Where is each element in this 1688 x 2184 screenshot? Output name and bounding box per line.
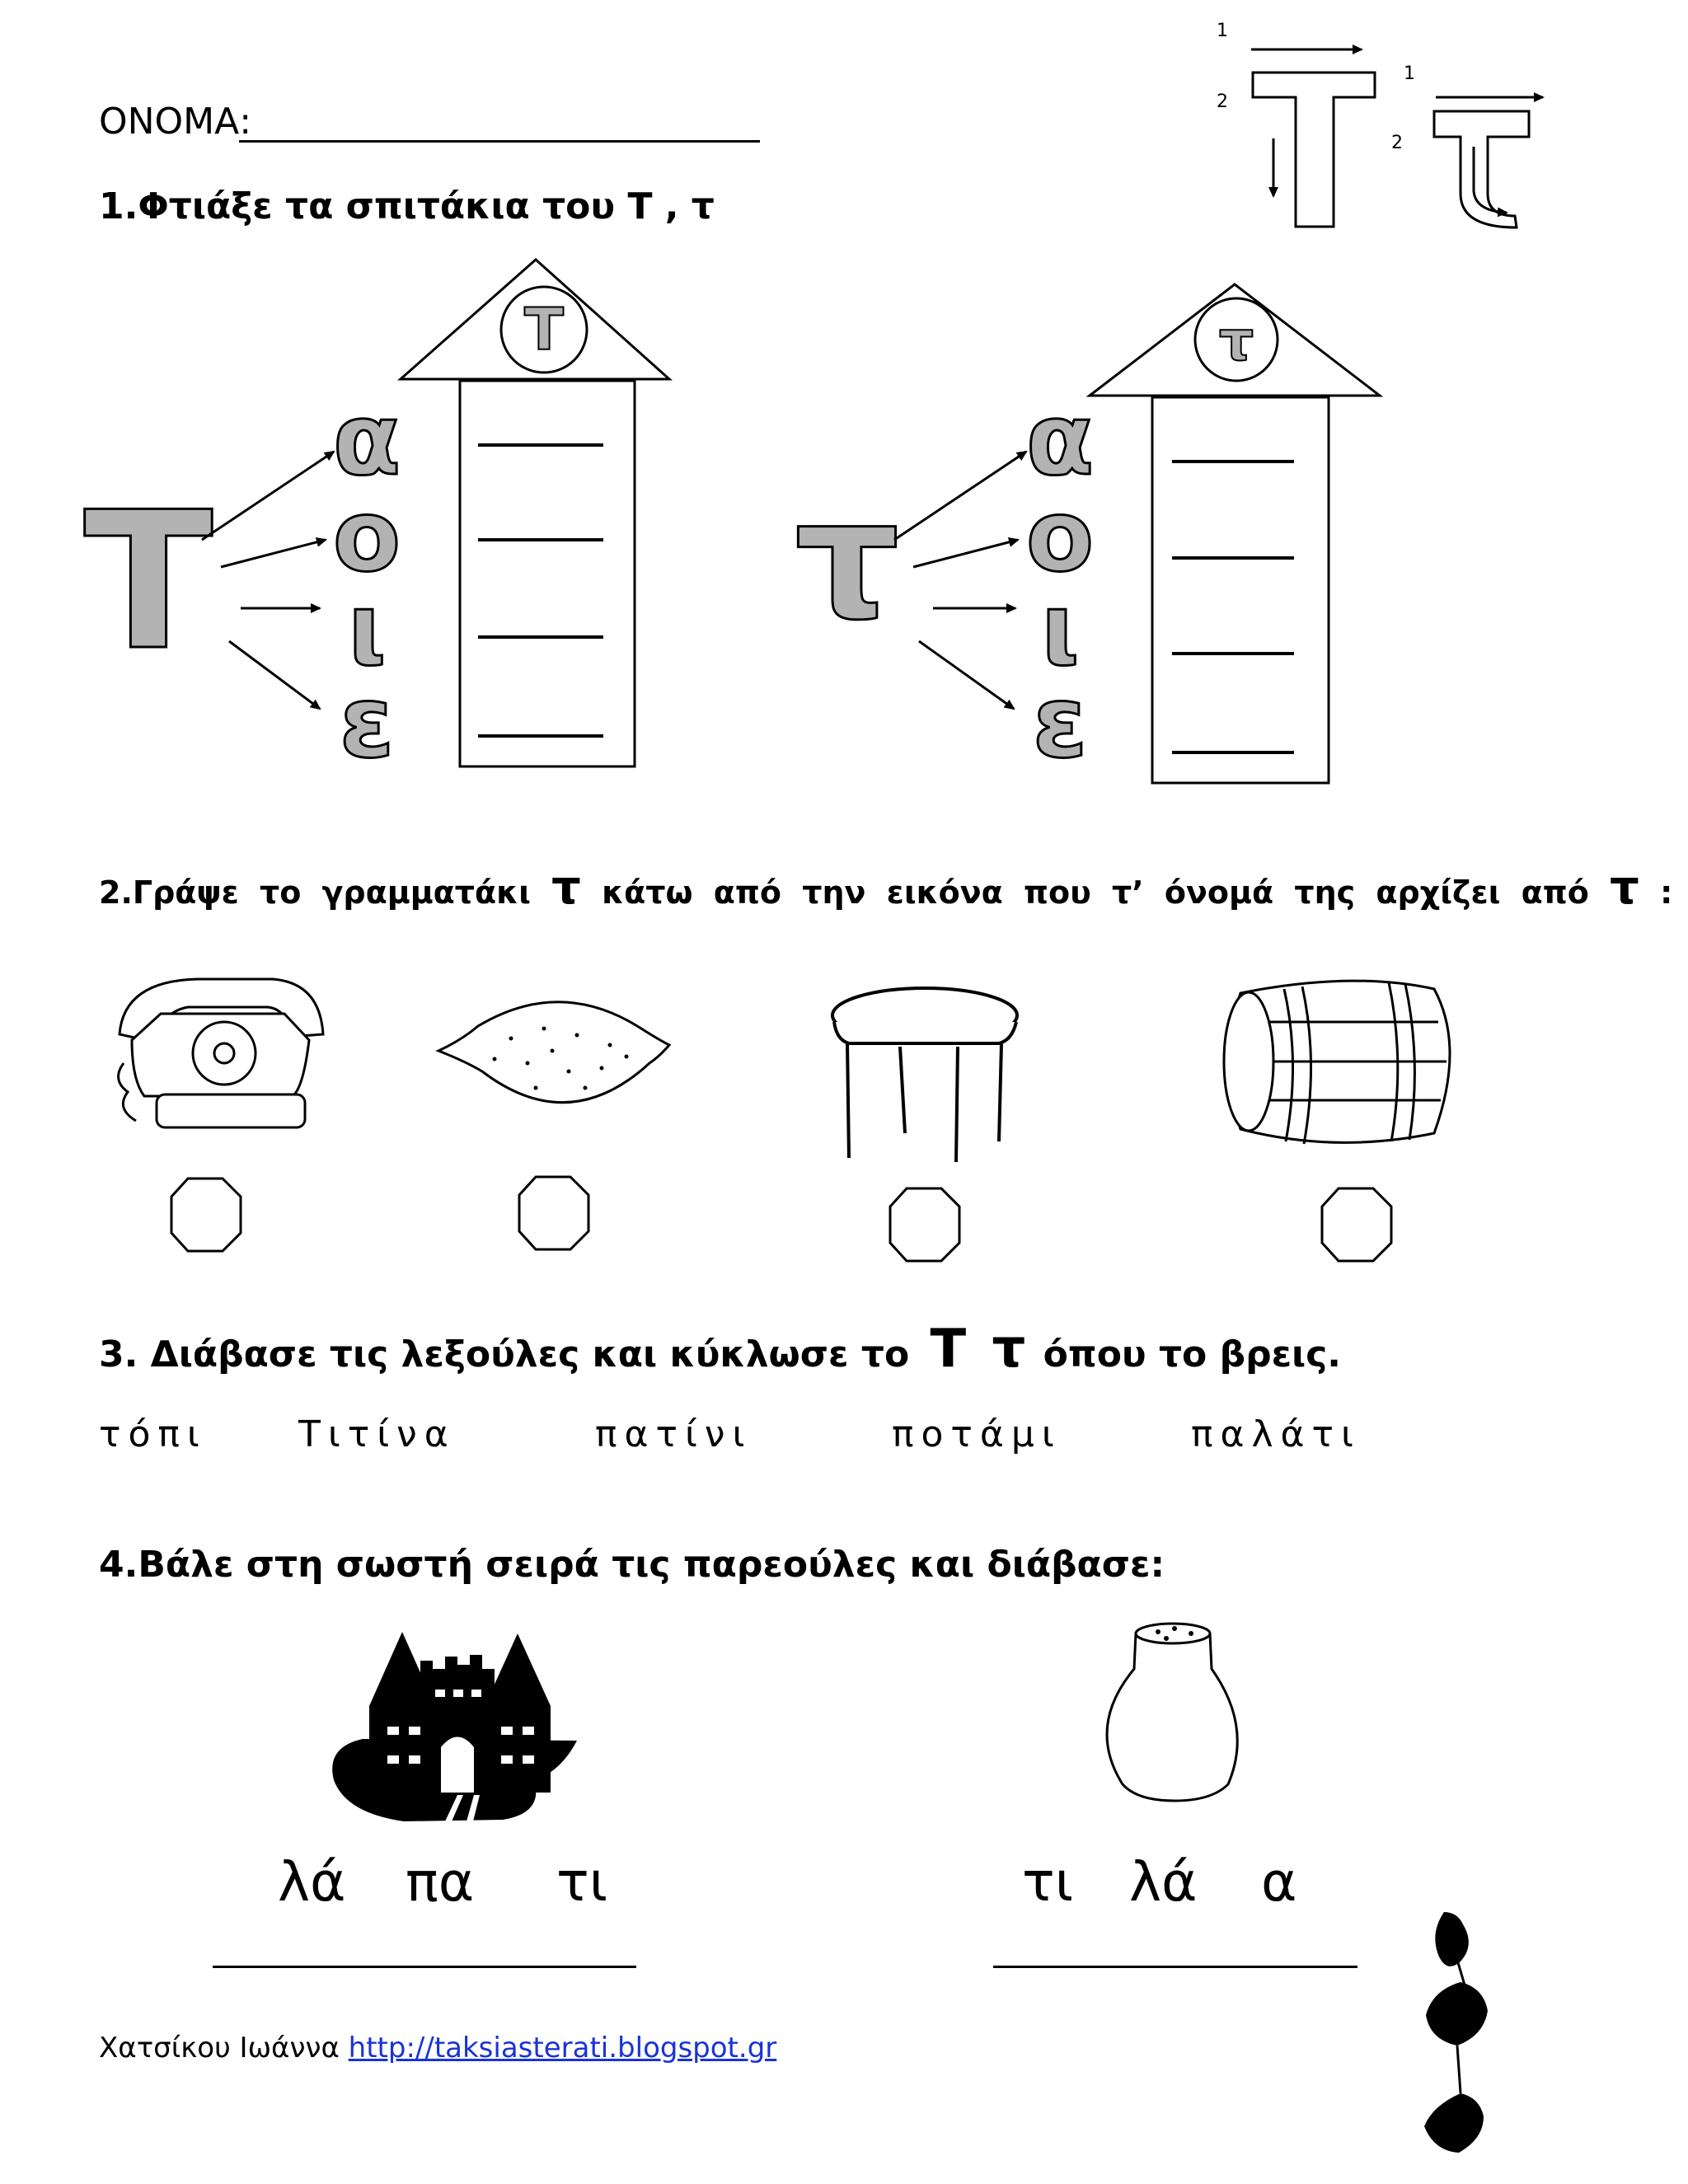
stroke-number: 2	[1217, 91, 1228, 112]
letter-house-upper	[84, 260, 669, 780]
word[interactable]: τόπι	[99, 1413, 207, 1455]
exercise-2-letter: τ	[1610, 861, 1639, 915]
leaf-decoration-icon	[1424, 1912, 1488, 2153]
exercise-4-title: 4.Βάλε στη σωστή σειρά τις παρεούλες και διάβασε:	[99, 1544, 1165, 1586]
exercise-3-text: όπου το βρεις.	[1043, 1333, 1342, 1376]
syllable: πα	[406, 1850, 475, 1914]
exercise-3-title	[99, 1319, 1341, 1380]
answer-line[interactable]	[993, 1966, 1357, 1968]
stroke-number: 1	[1404, 63, 1415, 84]
footer	[99, 2032, 776, 2064]
syllable: λά	[278, 1850, 346, 1914]
stroke-number: 2	[1391, 133, 1403, 153]
exercise-1-title: 1.Φτιάξε τα σπιτάκια του Τ , τ	[99, 185, 715, 227]
syllable: τι	[556, 1850, 608, 1914]
answer-box-2	[519, 1177, 588, 1249]
syllable: τι	[1022, 1850, 1074, 1914]
vowel-epsilon: ε	[339, 666, 395, 780]
name-label: ΟΝΟΜΑ:	[99, 101, 252, 143]
arrows	[894, 452, 1026, 709]
vowel-epsilon: ε	[1032, 666, 1088, 780]
word[interactable]: παλάτι	[1191, 1413, 1361, 1455]
word-list	[99, 1413, 1385, 1463]
word[interactable]: ποτάμι	[892, 1413, 1062, 1455]
vowel-alpha: α	[332, 383, 401, 498]
word[interactable]: Τιτίνα	[298, 1413, 456, 1455]
vowel-alpha: α	[1025, 383, 1095, 498]
name-field[interactable]	[239, 140, 760, 143]
syllable: λά	[1129, 1850, 1198, 1914]
vowel-omicron: ο	[332, 480, 401, 594]
jar-icon	[1107, 1624, 1237, 1801]
telephone-icon	[119, 979, 323, 1127]
upper-tau-outline-icon	[1253, 73, 1375, 227]
stroke-number: 1	[1217, 21, 1228, 41]
exercise-2-letter: τ	[551, 861, 581, 915]
vowel-omicron: ο	[1025, 480, 1095, 594]
exercise-2-text: 2.Γράψε το γραμματάκι	[99, 874, 531, 911]
syllable: α	[1261, 1850, 1297, 1914]
castle-icon	[332, 1632, 577, 1821]
vowel-iota: ι	[1040, 573, 1080, 687]
stroke-order-guide	[1217, 21, 1543, 227]
lower-tau-outline-icon	[1434, 111, 1529, 227]
exercise-2-title	[99, 861, 1672, 915]
roof-letter: τ	[1218, 309, 1254, 373]
arrows	[202, 452, 334, 709]
start-letter: τ	[795, 464, 900, 656]
answer-box-4	[1322, 1188, 1391, 1261]
exercise-2-text: :	[1660, 874, 1673, 911]
author-name: Χατσίκου Ιωάννα	[99, 2032, 340, 2064]
exercise-2-text: κάτω από την εικόνα που τ’ όνομά της αρχίζει από	[602, 874, 1589, 911]
exercise-3-text: 3. Διάβασε τις λεξούλες και κύκλωσε το	[99, 1333, 910, 1376]
word[interactable]: πατίνι	[595, 1413, 753, 1455]
start-letter: Τ	[83, 472, 213, 692]
exercise-3-upper: Τ	[930, 1319, 967, 1380]
table-icon	[832, 988, 1017, 1162]
roof-letter: Τ	[524, 296, 564, 363]
barrel-icon	[1224, 981, 1450, 1144]
answer-box-1	[171, 1179, 241, 1251]
answer-line[interactable]	[213, 1966, 636, 1968]
letter-house-lower	[795, 284, 1380, 783]
lemon-icon	[438, 1002, 669, 1103]
vowel-iota: ι	[347, 573, 387, 687]
answer-box-3	[890, 1188, 959, 1261]
exercise-3-lower: τ	[992, 1319, 1026, 1380]
blog-link[interactable]: http://taksiasterati.blogspot.gr	[348, 2032, 777, 2064]
